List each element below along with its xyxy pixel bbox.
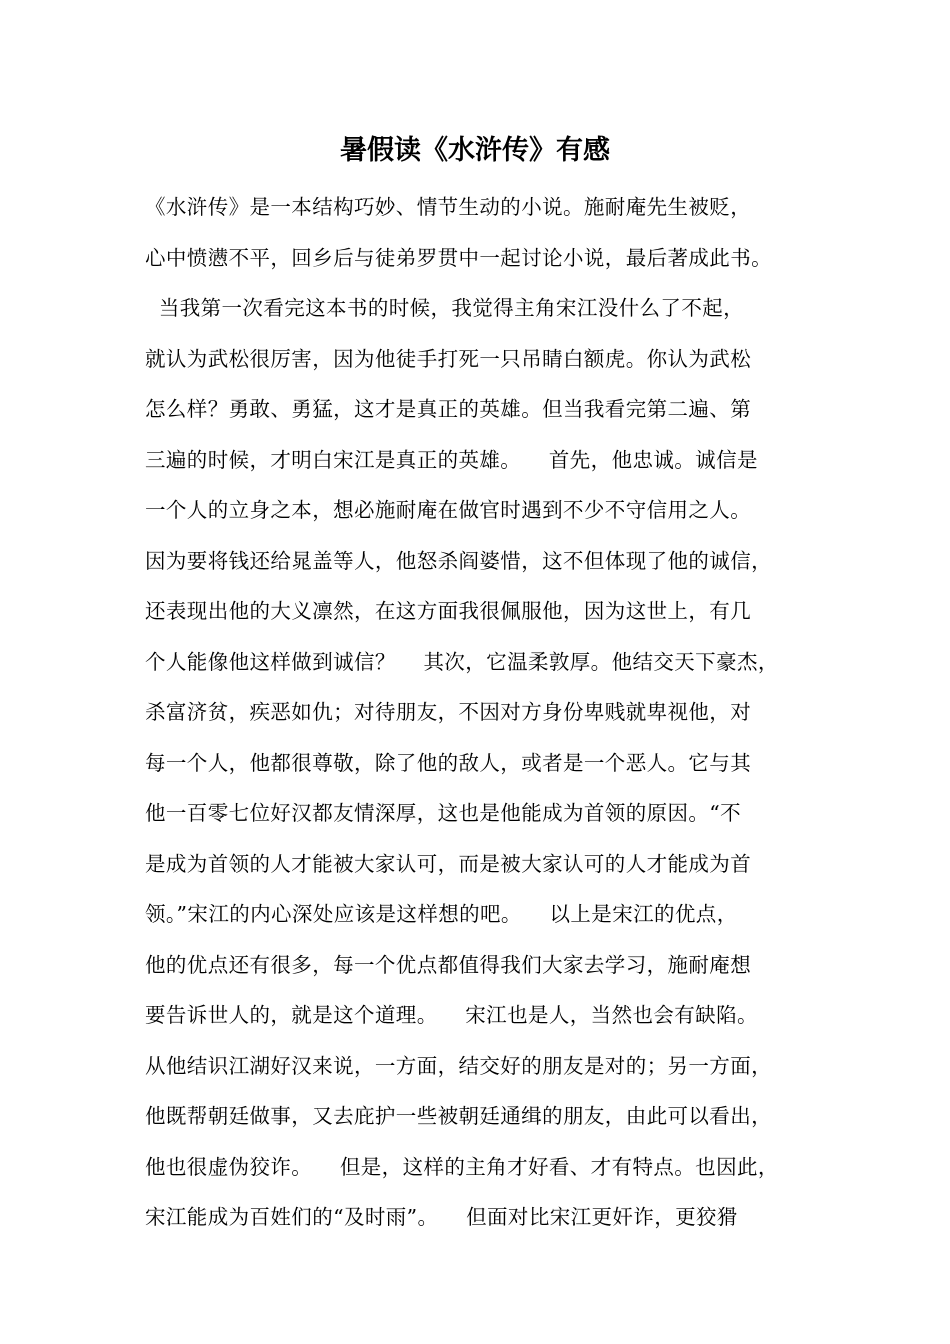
body-line: 他一百零七位好汉都友情深厚，这也是他能成为首领的原因。“不 bbox=[145, 801, 742, 825]
body-line: 当我第一次看完这本书的时候，我觉得主角宋江没什么了不起， bbox=[145, 296, 745, 320]
body-line: 领。”宋江的内心深处应该是这样想的吧。 以上是宋江的优点， bbox=[145, 902, 738, 926]
body-line: 《水浒传》是一本结构巧妙、情节生动的小说。施耐庵先生被贬， bbox=[145, 195, 752, 219]
body-line: 还表现出他的大义凛然，在这方面我很佩服他，因为这世上，有几 bbox=[145, 599, 752, 623]
body-line: 从他结识江湖好汉来说，一方面，结交好的朋友是对的；另一方面， bbox=[145, 1053, 772, 1078]
body-line: 一个人的立身之本，想必施耐庵在做官时遇到不少不守信用之人。 bbox=[145, 498, 752, 522]
document-body bbox=[145, 182, 835, 1243]
body-line: 就认为武松很厉害，因为他徒手打死一只吊睛白额虎。你认为武松 bbox=[145, 346, 752, 371]
body-line: 三遍的时候，才明白宋江是真正的英雄。 首先，他忠诚。诚信是 bbox=[145, 447, 758, 472]
body-line: 因为要将钱还给晁盖等人，他怒杀阎婆惜，这不但体现了他的诚信， bbox=[145, 548, 772, 573]
body-line: 心中愤懑不平，回乡后与徒弟罗贯中一起讨论小说，最后著成此书。 bbox=[145, 245, 772, 270]
document-title: 暑假读《水浒传》有感 bbox=[340, 135, 610, 166]
body-line: 每一个人，他都很尊敬，除了他的敌人，或者是一个恶人。它与其 bbox=[145, 750, 752, 775]
body-line: 个人能像他这样做到诚信？ 其次，它温柔敦厚。他结交天下豪杰， bbox=[145, 649, 779, 674]
body-line: 杀富济贫，疾恶如仇；对待朋友，不因对方身份卑贱就卑视他，对 bbox=[145, 700, 752, 724]
body-line: 他的优点还有很多，每一个优点都值得我们大家去学习，施耐庵想 bbox=[145, 952, 752, 977]
body-line: 宋江能成为百姓们的“及时雨”。 但面对比宋江更奸诈，更狡猾 bbox=[145, 1205, 738, 1229]
body-line: 要告诉世人的，就是这个道理。 宋江也是人，当然也会有缺陷。 bbox=[145, 1003, 758, 1027]
body-line: 怎么样？勇敢、勇猛，这才是真正的英雄。但当我看完第二遍、第 bbox=[145, 397, 752, 421]
body-line: 是成为首领的人才能被大家认可，而是被大家认可的人才能成为首 bbox=[145, 851, 752, 876]
body-line: 他既帮朝廷做事，又去庇护一些被朝廷通缉的朋友，由此可以看出， bbox=[145, 1104, 772, 1128]
body-line: 他也很虚伪狡诈。 但是，这样的主角才好看、才有特点。也因此， bbox=[145, 1154, 779, 1179]
